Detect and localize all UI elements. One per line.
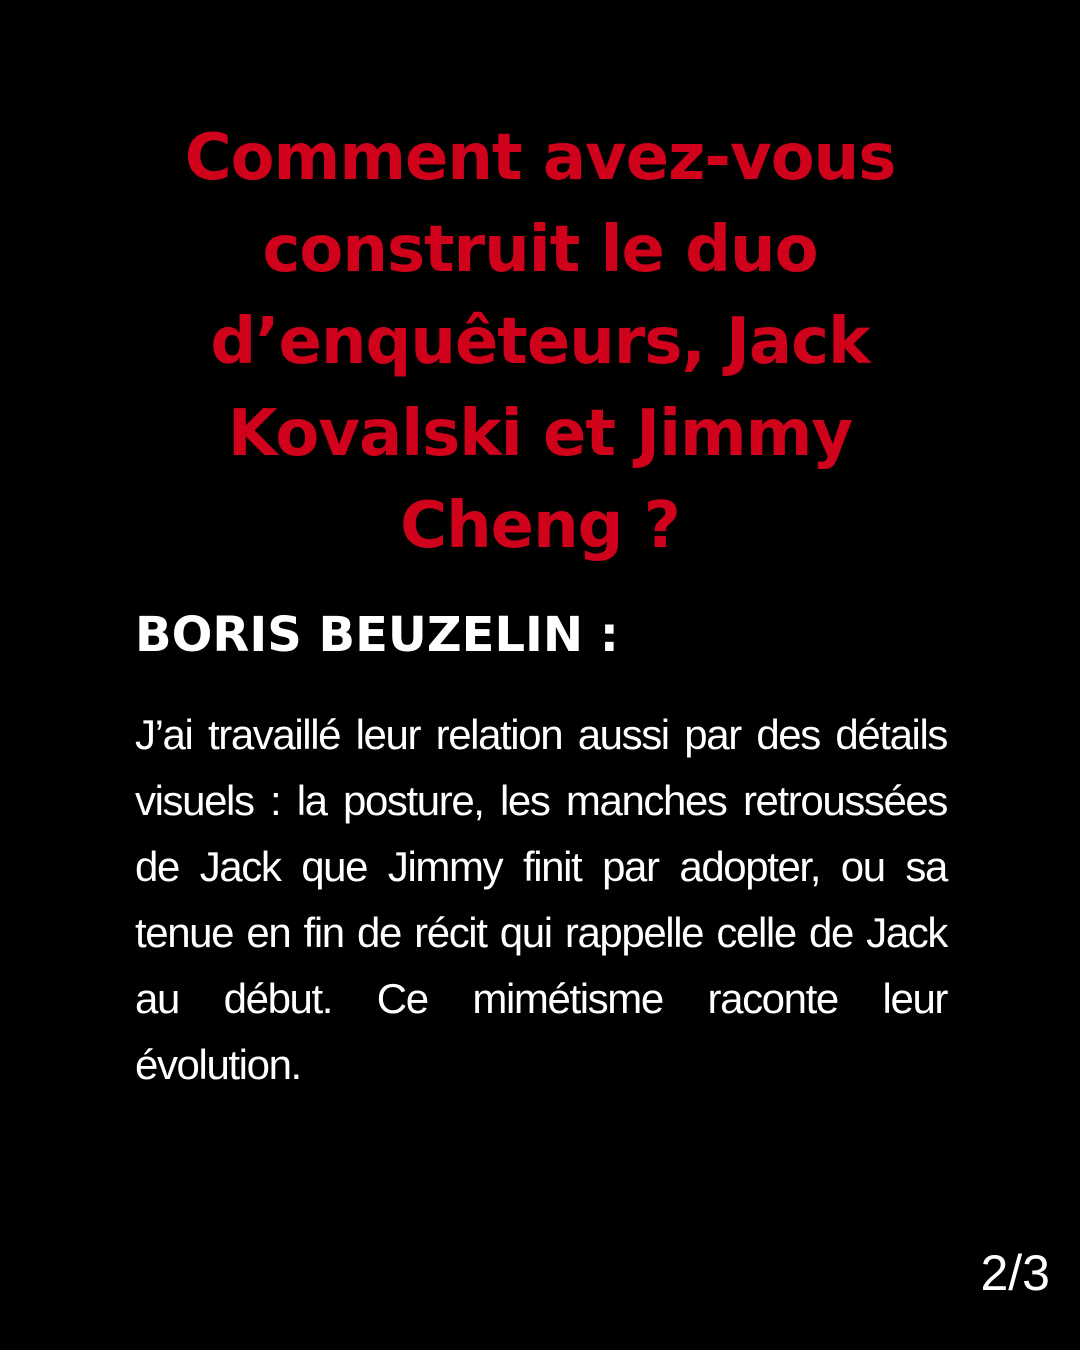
page-counter: 2/3 [980,1245,1050,1301]
interview-question: Comment avez-vous construit le duo d’enquêteurs, Jack Kovalski et Jimmy Cheng ? [184,121,896,563]
interview-answer: J’ai travaillé leur relation aussi par des détails visuels : la posture, les manches retroussées de Jack que Jimmy finit par adopter, ou sa tenue en fin de récit qui rappelle celle de Jack au début. Ce mimétisme raconte leur évolution. [135,711,947,1088]
speaker-name: BORIS BEUZELIN : [135,607,619,663]
